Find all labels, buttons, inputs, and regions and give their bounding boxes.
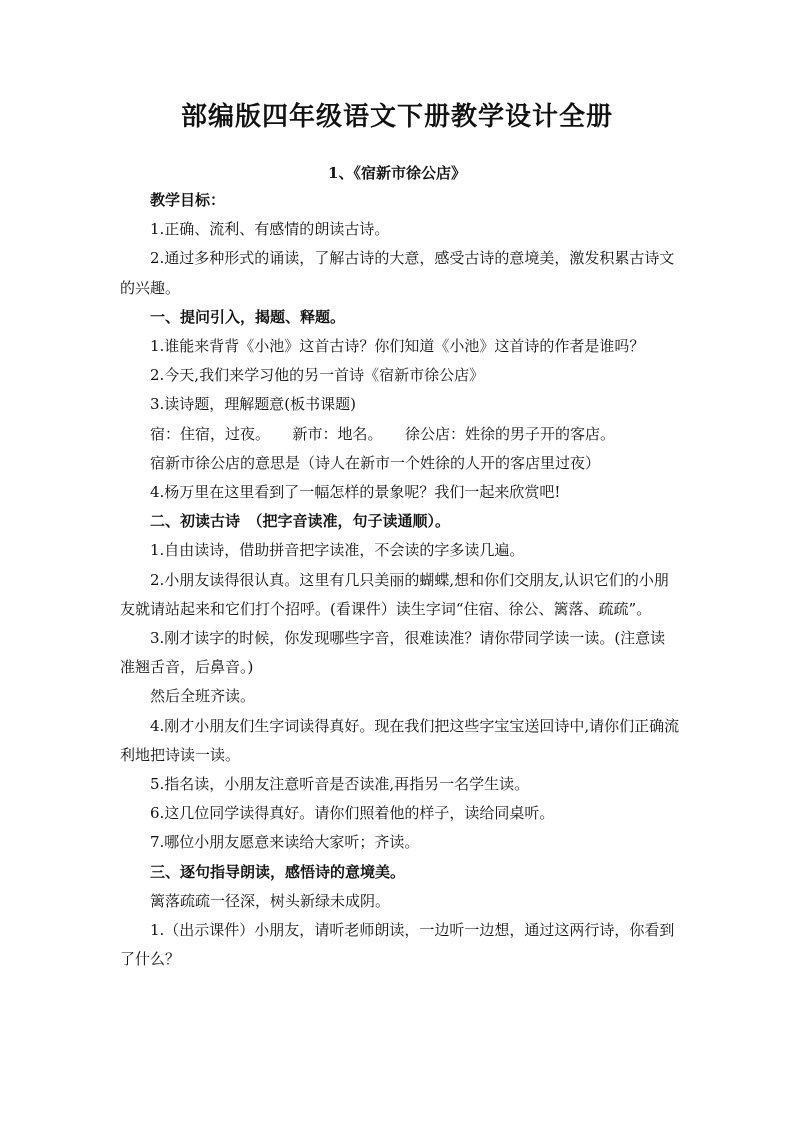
page-title: 部编版四年级语文下册教学设计全册	[180, 102, 613, 132]
section-heading: 一、提问引入，揭题、释题。	[150, 307, 346, 326]
paragraph: 7.哪位小朋友愿意来读给大家听；齐读。	[150, 833, 420, 852]
paragraph: 3.读诗题，理解题意(板书课题)	[150, 395, 357, 414]
paragraph: 1.正确、流利、有感情的朗读古诗。	[150, 220, 390, 239]
paragraph: 6.这几位同学读得真好。请你们照着他的样子，读给同桌听。	[150, 804, 555, 823]
paragraph: 2.今天,我们来学习他的另一首诗《宿新市徐公店》	[150, 366, 485, 385]
paragraph: 宿新市徐公店的意思是（诗人在新市一个姓徐的人开的客店里过夜）	[150, 453, 601, 472]
paragraph: 1.自由读诗，借助拼音把字读准，不会读的字多读几遍。	[150, 541, 525, 560]
section-heading: 二、初读古诗 （把字音读准，句子读通顺）。	[150, 512, 451, 531]
paragraph: 2.小朋友读得很认真。这里有几只美丽的蝴蝶,想和你们交朋友,认识它们的小朋友就请站起来和它们打个招呼。(看课件）读生字词“住宿、徐公、篱落、疏疏”。	[120, 570, 669, 618]
section-heading: 三、逐句指导朗读，感悟诗的意境美。	[150, 862, 406, 881]
paragraph: 1.谁能来背背《小池》这首古诗？你们知道《小池》这首诗的作者是谁吗？	[150, 337, 645, 356]
paragraph: 教学目标：	[150, 191, 226, 209]
poem-line: 篱落疏疏一径深，树头新绿未成阴。	[150, 891, 391, 910]
paragraph: 宿：住宿，过夜。 新市：地名。 徐公店：姓徐的男子开的客店。	[150, 424, 616, 443]
paragraph: 2.通过多种形式的诵读，了解古诗的大意，感受古诗的意境美，激发积累古诗文的兴趣。	[120, 249, 675, 297]
paragraph: 然后全班齐读。	[150, 687, 256, 706]
paragraph: 4.刚才小朋友们生字词读得真好。现在我们把这些字宝宝送回诗中,请你们正确流利地把诗读一读。	[120, 716, 680, 764]
lesson-title: 1、《宿新市徐公店》	[328, 164, 466, 182]
paragraph: 1.（出示课件）小朋友，请听老师朗读，一边听一边想，通过这两行诗，你看到了什么？	[120, 921, 675, 969]
paragraph: 5.指名读，小朋友注意听音是否读准,再指另一名学生读。	[150, 775, 530, 794]
document-body	[120, 186, 680, 974]
paragraph: 3.刚才读字的时候，你发现哪些字音，很难读准？请你带同学读一读。(注意读准翘舌音，后鼻音。)	[120, 629, 666, 677]
paragraph: 4.杨万里在这里看到了一幅怎样的景象呢？我们一起来欣赏吧!	[150, 483, 561, 502]
